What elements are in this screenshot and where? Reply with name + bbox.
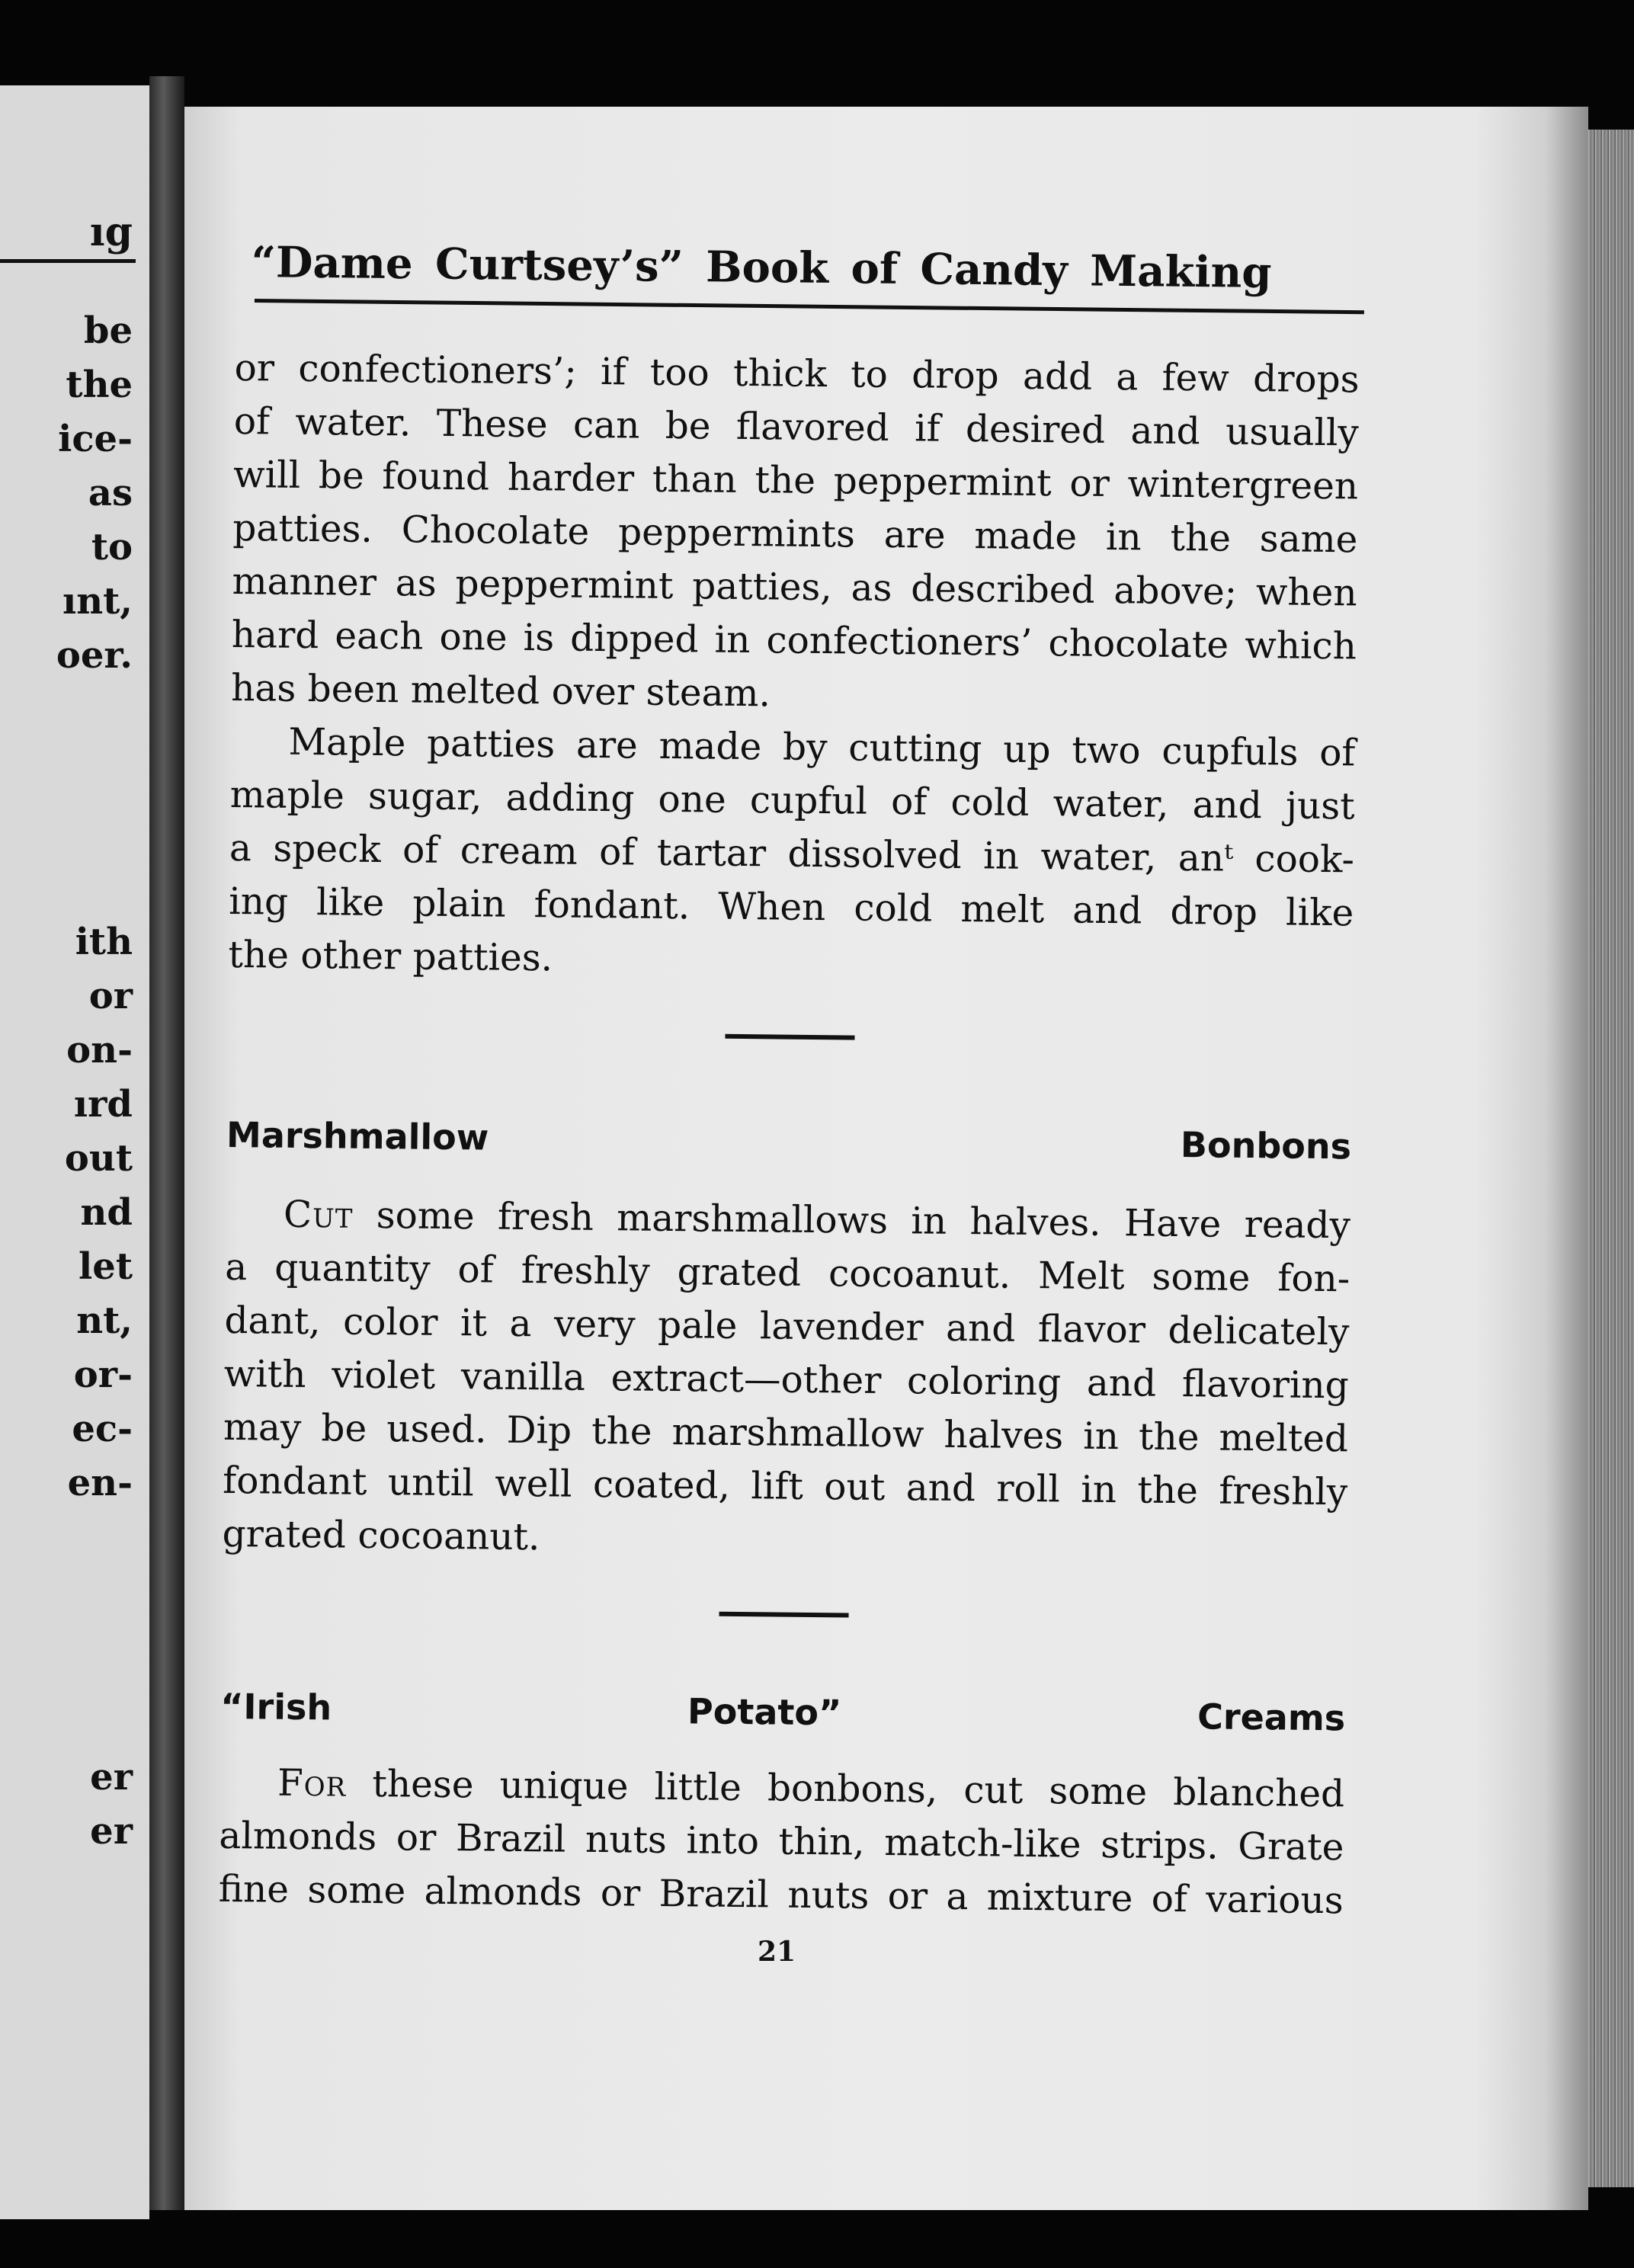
left-fragment: be xyxy=(83,309,133,352)
paragraph-irish-potato xyxy=(218,1756,1344,1927)
paragraph-marshmallow xyxy=(222,1187,1350,1572)
left-fragment: out xyxy=(64,1137,133,1180)
left-fragment: to xyxy=(91,526,133,569)
left-fragment: ırd xyxy=(73,1083,133,1126)
text-line: dant, color it a very pale lavender and flavor delicately xyxy=(224,1299,1350,1354)
text-line: fine some almonds or Brazil nuts or a mixture of various xyxy=(218,1867,1344,1923)
left-fragment: oer. xyxy=(56,634,133,677)
page-number: 21 xyxy=(758,1936,796,1968)
text-line: a speck of cream of tartar dissolved in water, anᵗ cook- xyxy=(229,826,1355,882)
page-stack-edge xyxy=(1588,130,1634,2187)
text-line: maple sugar, adding one cupful of cold water, and just xyxy=(229,773,1355,828)
left-fragment: on- xyxy=(66,1029,133,1072)
section-title-marshmallow: Marshmallow Bonbons xyxy=(226,1113,1352,1168)
text-line: of water. These can be flavored if desired and usually xyxy=(233,399,1360,455)
left-fragment: ice- xyxy=(58,418,133,460)
running-head: “Dame Curtsey’s” Book of Candy Making xyxy=(251,237,1272,299)
paragraph-continuation xyxy=(231,341,1360,726)
left-fragment: as xyxy=(88,472,133,514)
left-page-heading-rule xyxy=(0,259,136,263)
text-line: may be used. Dip the marshmallow halves in the melted xyxy=(223,1405,1349,1461)
left-fragment: nd xyxy=(80,1191,133,1234)
text-line: hard each one is dipped in confectioners’ chocolate which xyxy=(231,613,1357,668)
text-line: patties. Chocolate peppermints are made in the same xyxy=(232,506,1358,562)
text-line: Maple patties are made by cutting up two cupfuls of xyxy=(288,720,1356,775)
paragraph-maple-patties xyxy=(228,715,1356,993)
left-fragment: let xyxy=(78,1245,133,1288)
left-page-heading-fragment: ıg xyxy=(89,209,133,255)
text-line: a quantity of freshly grated cocoanut. Melt some fon- xyxy=(224,1245,1350,1301)
left-fragment: er xyxy=(90,1756,133,1799)
first-line-text: some fresh marshmallows in halves. Have ready xyxy=(353,1193,1351,1248)
text-line: ing like plain fondant. When cold melt and drop like xyxy=(229,879,1354,935)
text-line: has been melted over steam. xyxy=(230,666,771,716)
left-fragment: er xyxy=(90,1810,133,1853)
book-gutter-shadow xyxy=(149,76,184,2210)
text-line: manner as peppermint patties, as described above; when xyxy=(232,559,1357,615)
left-fragment: the xyxy=(66,364,133,406)
section-title-irish-potato: “Irish Potato” Creams xyxy=(219,1685,1346,1739)
left-fragment: ec- xyxy=(72,1408,133,1450)
text-line: with violet vanilla extract—other coloring and flavoring xyxy=(223,1352,1350,1408)
lead-word: Cut xyxy=(283,1193,354,1237)
page-body xyxy=(218,341,1360,1927)
left-fragment: en- xyxy=(67,1462,133,1504)
left-fragment: ınt, xyxy=(62,580,133,623)
text-line: fondant until well coated, lift out and roll in the freshly xyxy=(223,1459,1348,1514)
text-line: almonds or Brazil nuts into thin, match-like strips. Grate xyxy=(219,1814,1344,1869)
text-line: will be found harder than the peppermint or wintergreen xyxy=(232,453,1359,508)
text-line: grated cocoanut. xyxy=(222,1512,540,1559)
lead-word: For xyxy=(277,1761,347,1805)
left-fragment: ith xyxy=(75,921,133,963)
left-fragment: nt, xyxy=(76,1299,133,1342)
text-line: or confectioners’; if too thick to drop add a few drops xyxy=(234,346,1360,402)
left-facing-page xyxy=(0,85,149,2219)
left-fragment: or- xyxy=(73,1353,133,1396)
left-fragment: or xyxy=(88,975,133,1017)
text-line: the other patties. xyxy=(228,933,553,980)
first-line-text: these unique little bonbons, cut some blanched xyxy=(346,1762,1345,1816)
